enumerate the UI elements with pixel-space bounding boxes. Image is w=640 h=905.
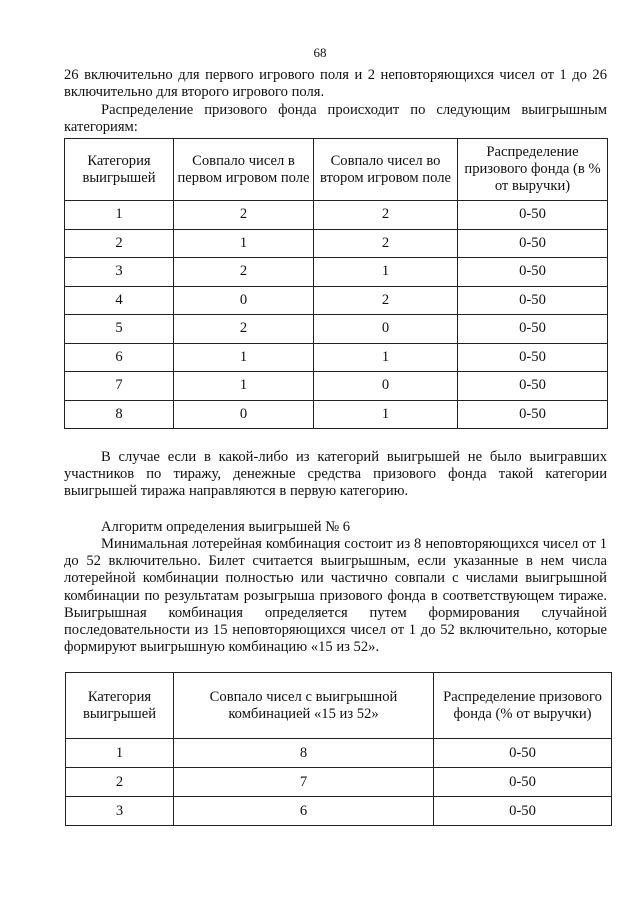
table-cell: 0 bbox=[314, 315, 458, 344]
prize-table-1 bbox=[64, 138, 608, 429]
table-cell: 1 bbox=[66, 739, 174, 768]
table-row bbox=[66, 739, 612, 768]
table-cell: 6 bbox=[65, 343, 174, 372]
table-row bbox=[65, 315, 608, 344]
table-cell: 2 bbox=[174, 315, 314, 344]
table-row bbox=[65, 229, 608, 258]
table-row bbox=[65, 286, 608, 315]
table-cell: 0-50 bbox=[458, 400, 608, 429]
header-distribution: Распределение призового фонда (в % от выручки) bbox=[458, 139, 608, 201]
header-field2: Совпало чисел во втором игровом поле bbox=[314, 139, 458, 201]
section-heading-algorithm-6: Алгоритм определения выигрышей № 6 bbox=[101, 519, 351, 535]
table-cell: 2 bbox=[174, 258, 314, 287]
table-row bbox=[65, 372, 608, 401]
table-cell: 2 bbox=[65, 229, 174, 258]
table-cell: 2 bbox=[174, 201, 314, 230]
table-cell: 2 bbox=[314, 201, 458, 230]
table-cell: 4 bbox=[65, 286, 174, 315]
table-cell: 0-50 bbox=[458, 258, 608, 287]
table-cell: 5 bbox=[65, 315, 174, 344]
table-cell: 0-50 bbox=[458, 343, 608, 372]
table-cell: 1 bbox=[314, 343, 458, 372]
table-cell: 8 bbox=[65, 400, 174, 429]
header-field1: Совпало чисел в первом игровом поле bbox=[174, 139, 314, 201]
table-cell: 0-50 bbox=[458, 229, 608, 258]
table-cell: 8 bbox=[174, 739, 434, 768]
table-row bbox=[65, 201, 608, 230]
table-cell: 6 bbox=[174, 797, 434, 826]
table-cell: 7 bbox=[65, 372, 174, 401]
header-distribution: Распределение призового фонда (% от выручки) bbox=[434, 673, 612, 739]
prize-table-2 bbox=[65, 672, 612, 826]
table-cell: 0-50 bbox=[434, 739, 612, 768]
table-cell: 2 bbox=[314, 229, 458, 258]
table-header-row bbox=[65, 139, 608, 201]
table-cell: 7 bbox=[174, 768, 434, 797]
table-cell: 1 bbox=[174, 372, 314, 401]
page-number: 68 bbox=[313, 45, 327, 60]
table-cell: 0-50 bbox=[434, 768, 612, 797]
table-cell: 0-50 bbox=[434, 797, 612, 826]
table-cell: 0-50 bbox=[458, 315, 608, 344]
table-cell: 1 bbox=[174, 343, 314, 372]
paragraph-algorithm-6: Минимальная лотерейная комбинация состоит из 8 неповторяющихся чисел от 1 до 52 включительно. Билет считается выигрышным, если указанные в нем числа лотерейной комбинации полностью или частично совпали с числами выигрышной комбинации по результатам розыгрыша призового фонда в соответствующем тираже. Выигрышная комбинация определяется путем формирования случайной последовательности из 15 неповторяющихся чисел от 1 до 52 включительно, которые формируют выигрышную комбинацию «15 из 52». bbox=[64, 536, 607, 656]
table-cell: 1 bbox=[314, 258, 458, 287]
paragraph-no-winners: В случае если в какой-либо из категорий выигрышей не было выигравших участников по тиражу, денежные средства призового фонда такой категории выигрышей тиража направляются в первую категорию. bbox=[64, 449, 607, 500]
header-category: Категория выигрышей bbox=[66, 673, 174, 739]
table-cell: 2 bbox=[314, 286, 458, 315]
paragraph-distribution-intro: Распределение призового фонда происходит по следующим выигрышным категориям: bbox=[64, 102, 607, 136]
table-row bbox=[65, 258, 608, 287]
table-row bbox=[66, 797, 612, 826]
table-cell: 0 bbox=[314, 372, 458, 401]
table-cell: 3 bbox=[65, 258, 174, 287]
table-cell: 0 bbox=[174, 286, 314, 315]
paragraph-continuation: 26 включительно для первого игрового поля и 2 неповторяющихся чисел от 1 до 26 включительно для второго игрового поля. bbox=[64, 67, 607, 101]
table-cell: 1 bbox=[174, 229, 314, 258]
table-cell: 0 bbox=[174, 400, 314, 429]
table-cell: 0-50 bbox=[458, 201, 608, 230]
header-category: Категория выигрышей bbox=[65, 139, 174, 201]
table-cell: 1 bbox=[65, 201, 174, 230]
table-cell: 3 bbox=[66, 797, 174, 826]
table-cell: 2 bbox=[66, 768, 174, 797]
table-cell: 1 bbox=[314, 400, 458, 429]
table-header-row bbox=[66, 673, 612, 739]
header-matches: Совпало чисел с выигрышной комбинацией «15 из 52» bbox=[174, 673, 434, 739]
table-row bbox=[65, 343, 608, 372]
table-cell: 0-50 bbox=[458, 372, 608, 401]
table-row bbox=[66, 768, 612, 797]
table-cell: 0-50 bbox=[458, 286, 608, 315]
table-row bbox=[65, 400, 608, 429]
